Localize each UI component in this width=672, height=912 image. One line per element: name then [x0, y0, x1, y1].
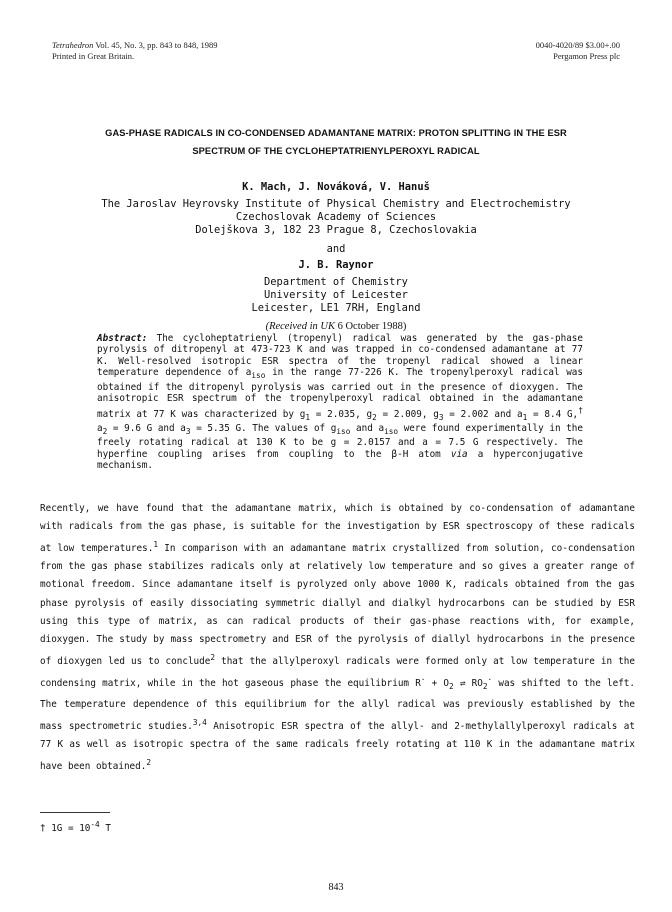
abstract-text: a hyperconjugative mechanism. [97, 448, 583, 472]
citation-ref: 2 [210, 652, 216, 662]
abstract-text: = 2.035, g [309, 408, 373, 420]
journal-header [52, 40, 218, 62]
abstract-text: and a [350, 422, 385, 434]
paper-title [40, 124, 632, 160]
subscript: 2 [102, 426, 108, 436]
abstract-text: = 2.009, g [376, 408, 439, 420]
journal-name: Tetrahedron [52, 40, 94, 50]
institution-1-line: The Jaroslav Heyrovsky Institute of Physical Chemistry and Electrochemistry [101, 198, 571, 210]
subscript: 3 [438, 412, 444, 422]
abstract-italic: via [450, 448, 468, 460]
institution-2-line: Leicester, LE1 7RH, England [251, 302, 421, 314]
institution-1-line: Dolejškova 3, 182 23 Prague 8, Czechoslovakia [195, 224, 477, 236]
publisher: Pergamon Press plc [553, 51, 620, 61]
paragraph [40, 500, 635, 777]
citation-ref: 3,4 [192, 718, 207, 728]
abstract-text: The cycloheptatrienyl (tropenyl) radical was generated by the gas-phase pyrolysis of ditropenyl at 473-723 K and was trapped in co-condensed adamantane at 77 K. Well-resolved isotropic ESR spectra of the tropenyl radical showed a linear temperature dependence of a [97, 333, 583, 379]
abstract-text: a [97, 422, 103, 434]
received-prefix: (Received in UK [265, 321, 338, 332]
abstract-text: in the range 77-226 K. The tropenylperoxyl radical was obtained if the ditropenyl pyrolysis was carried out in the presence of dioxygen. The anisotropic ESR spectrum of the tropenylperoxyl radical obtained in the adamantane matrix at 77 K was characterized by g [97, 367, 583, 420]
authors-1: K. Mach, J. Nováková, V. Hanuš [242, 181, 430, 193]
footnote-unit: T [99, 823, 111, 835]
body-span: Recently, we have found that the adamantane matrix, which is obtained by co-condensation of adamantane with radicals from the gas phase, is suitable for the investigation by ESR spectroscopy of these radicals at low temperatures. [40, 503, 635, 555]
body-span: Anisotropic ESR spectra of the allyl- and 2-methylallylperoxyl radicals at 77 K as well as isotropic spectra of the same radicals freely rotating at 110 K in the adamantane matrix have been obtained. [40, 721, 636, 773]
publisher-header [536, 40, 620, 62]
authors-2: J. B. Raynor [298, 259, 374, 271]
abstract-text: were found experimentally in the freely rotating radical at 130 K to be g = 2.0157 and a = 7.5 G respectively. The hyperfine coupling arises from coupling to the β-H atom [97, 422, 583, 460]
subscript: 2 [482, 681, 488, 691]
abstract-label: Abstract: [97, 333, 148, 344]
body-text [40, 500, 635, 777]
page-number: 843 [328, 882, 344, 893]
printed-in: Printed in Great Britain. [52, 51, 135, 61]
and-separator: and [326, 243, 346, 255]
received-day: 6 October 1988) [337, 321, 407, 332]
citation-ref: 1 [153, 540, 158, 550]
subscript: iso [384, 426, 399, 436]
subscript: 1 [305, 412, 310, 422]
title-line-2: SPECTRUM OF THE CYCLOHEPTATRIENYLPEROXYL RADICAL [192, 146, 480, 156]
equilibrium: ⇌ RO [453, 678, 483, 690]
issn-price: 0040-4020/89 $3.00+.00 [535, 40, 620, 50]
institution-2 [40, 276, 632, 315]
subscript: iso [336, 426, 351, 436]
body-span: was shifted to the left. The temperature dependence of this equilibrium for the allyl radical was previously established by the mass spectrometric studies. [40, 678, 635, 733]
citation-ref: 2 [146, 758, 152, 768]
institution-2-line: Department of Chemistry [264, 276, 408, 288]
abstract [97, 333, 583, 472]
exponent: -4 [90, 820, 100, 829]
dagger-mark: † [578, 405, 583, 415]
abstract-text: = 2.002 and a [443, 408, 523, 420]
institution-2-line: University of Leicester [264, 289, 408, 301]
subscript: 2 [449, 681, 454, 691]
footnote-rule [40, 812, 110, 813]
subscript: 2 [372, 412, 377, 422]
journal-citation: Vol. 45, No. 3, pp. 843 to 848, 1989 [95, 40, 218, 50]
body-span: + O [425, 678, 450, 690]
abstract-text: = 8.4 G, [527, 408, 579, 420]
footnote-text: 1G = 10 [45, 823, 91, 835]
institution-1 [40, 198, 632, 237]
subscript: 1 [522, 412, 528, 422]
title-line-1: GAS-PHASE RADICALS IN CO-CONDENSED ADAMANTANE MATRIX: PROTON SPLITTING IN THE ESR [105, 128, 567, 138]
subscript: iso [251, 371, 266, 381]
dagger-mark: † [40, 823, 46, 835]
radical-dot: · [487, 675, 493, 685]
abstract-text: = 5.35 G. The values of g [190, 422, 337, 434]
footnote [40, 820, 111, 834]
body-span: In comparison with an adamantane matrix crystallized from solution, co-condensation from the gas phase stabilizes radicals only at relatively low temperature and so gives a greater range of motional freedom. Since adamantane itself is pyrolyzed only above 1000 K, radicals obtained from the gas phase pyrolysis of easily dissociating symmetric diallyl and dialkyl hydrocarbons can be studied by ESR using this type of matrix, as can radical products of their gas-phase reactions with, for example, dioxygen. The study by mass spectrometry and ESR of the pyrolysis of diallyl hydrocarbons in the presence of dioxygen led us to conclude [40, 543, 635, 667]
subscript: 3 [185, 426, 191, 436]
received-date [40, 320, 632, 333]
abstract-text: = 9.6 G and a [107, 422, 186, 434]
institution-1-line: Czechoslovak Academy of Sciences [235, 211, 437, 223]
radical-dot: · [420, 675, 426, 685]
body-span: that the allylperoxyl radicals were formed only at low temperature in the condensing matrix, while in the hot gaseous phase the equilibrium R [40, 655, 635, 690]
